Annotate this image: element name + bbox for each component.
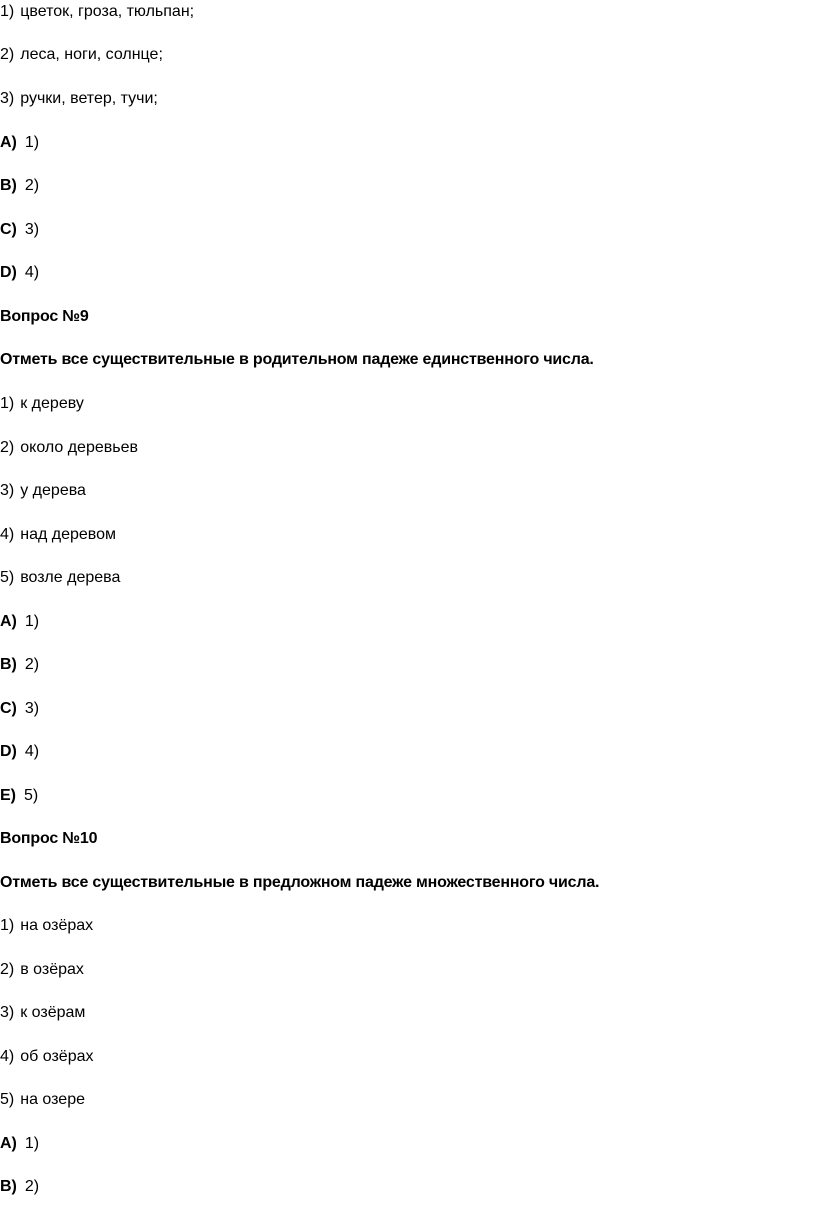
answer-choice[interactable] bbox=[0, 784, 38, 808]
answer-choice[interactable] bbox=[0, 610, 39, 634]
option-item bbox=[0, 566, 120, 590]
answer-letter: B) bbox=[0, 656, 17, 673]
answer-choice[interactable] bbox=[0, 697, 39, 721]
option-item bbox=[0, 958, 84, 982]
answer-letter: A) bbox=[0, 134, 17, 151]
option-number: 2) bbox=[0, 439, 15, 456]
answer-value: 3) bbox=[24, 700, 40, 717]
option-item bbox=[0, 43, 163, 67]
option-text: ручки, ветер, тучи; bbox=[20, 90, 158, 107]
option-item bbox=[0, 1001, 85, 1025]
option-number: 5) bbox=[0, 569, 15, 586]
option-text: к дереву bbox=[20, 395, 84, 412]
option-number: 4) bbox=[0, 526, 15, 543]
option-text: у дерева bbox=[20, 482, 86, 499]
option-item bbox=[0, 479, 86, 503]
answer-value: 4) bbox=[24, 264, 40, 281]
option-text: к озёрам bbox=[20, 1004, 86, 1021]
option-number: 4) bbox=[0, 1048, 15, 1065]
option-number: 1) bbox=[0, 917, 15, 934]
option-text: об озёрах bbox=[20, 1048, 94, 1065]
answer-letter: E) bbox=[0, 787, 16, 804]
option-item bbox=[0, 1088, 85, 1112]
option-number: 1) bbox=[0, 3, 15, 20]
answer-letter: C) bbox=[0, 221, 17, 238]
question-prompt: Отметь все существительные в родительном падеже единственного числа. bbox=[0, 351, 594, 368]
answer-value: 2) bbox=[24, 177, 40, 194]
answer-letter: B) bbox=[0, 1178, 17, 1195]
option-number: 1) bbox=[0, 395, 15, 412]
option-item bbox=[0, 523, 116, 547]
option-text: возле дерева bbox=[20, 569, 121, 586]
option-number: 5) bbox=[0, 1091, 15, 1108]
option-text: в озёрах bbox=[20, 961, 84, 978]
answer-choice[interactable] bbox=[0, 174, 39, 198]
answer-value: 3) bbox=[24, 221, 40, 238]
answer-choice[interactable] bbox=[0, 131, 39, 155]
answer-value: 1) bbox=[24, 613, 40, 630]
option-text: на озёрах bbox=[20, 917, 94, 934]
option-number: 3) bbox=[0, 90, 15, 107]
option-number: 2) bbox=[0, 46, 15, 63]
question-title: Вопрос №9 bbox=[0, 308, 89, 325]
answer-value: 5) bbox=[24, 787, 39, 804]
option-number: 3) bbox=[0, 482, 15, 499]
answer-value: 2) bbox=[24, 1178, 40, 1195]
answer-choice[interactable] bbox=[0, 1175, 39, 1199]
option-item bbox=[0, 1045, 94, 1069]
option-number: 2) bbox=[0, 961, 15, 978]
answer-choice[interactable] bbox=[0, 218, 39, 242]
answer-value: 4) bbox=[24, 743, 40, 760]
option-item bbox=[0, 0, 194, 24]
question-title: Вопрос №10 bbox=[0, 830, 98, 847]
answer-value: 2) bbox=[24, 656, 40, 673]
answer-value: 1) bbox=[24, 1135, 40, 1152]
option-text: на озере bbox=[20, 1091, 85, 1108]
option-item bbox=[0, 87, 158, 111]
answer-letter: D) bbox=[0, 264, 17, 281]
answer-letter: C) bbox=[0, 700, 17, 717]
answer-letter: B) bbox=[0, 177, 17, 194]
option-text: цветок, гроза, тюльпан; bbox=[20, 3, 195, 20]
answer-choice[interactable] bbox=[0, 740, 39, 764]
option-number: 3) bbox=[0, 1004, 15, 1021]
option-text: леса, ноги, солнце; bbox=[20, 46, 163, 63]
option-text: над деревом bbox=[20, 526, 116, 543]
answer-letter: D) bbox=[0, 743, 17, 760]
answer-choice[interactable] bbox=[0, 1132, 39, 1156]
answer-letter: A) bbox=[0, 1135, 17, 1152]
answer-choice[interactable] bbox=[0, 653, 39, 677]
option-item bbox=[0, 914, 93, 938]
question-prompt: Отметь все существительные в предложном падеже множественного числа. bbox=[0, 874, 600, 891]
answer-value: 1) bbox=[24, 134, 40, 151]
option-item bbox=[0, 436, 138, 460]
option-text: около деревьев bbox=[20, 439, 138, 456]
answer-letter: A) bbox=[0, 613, 17, 630]
answer-choice[interactable] bbox=[0, 261, 39, 285]
option-item bbox=[0, 392, 84, 416]
